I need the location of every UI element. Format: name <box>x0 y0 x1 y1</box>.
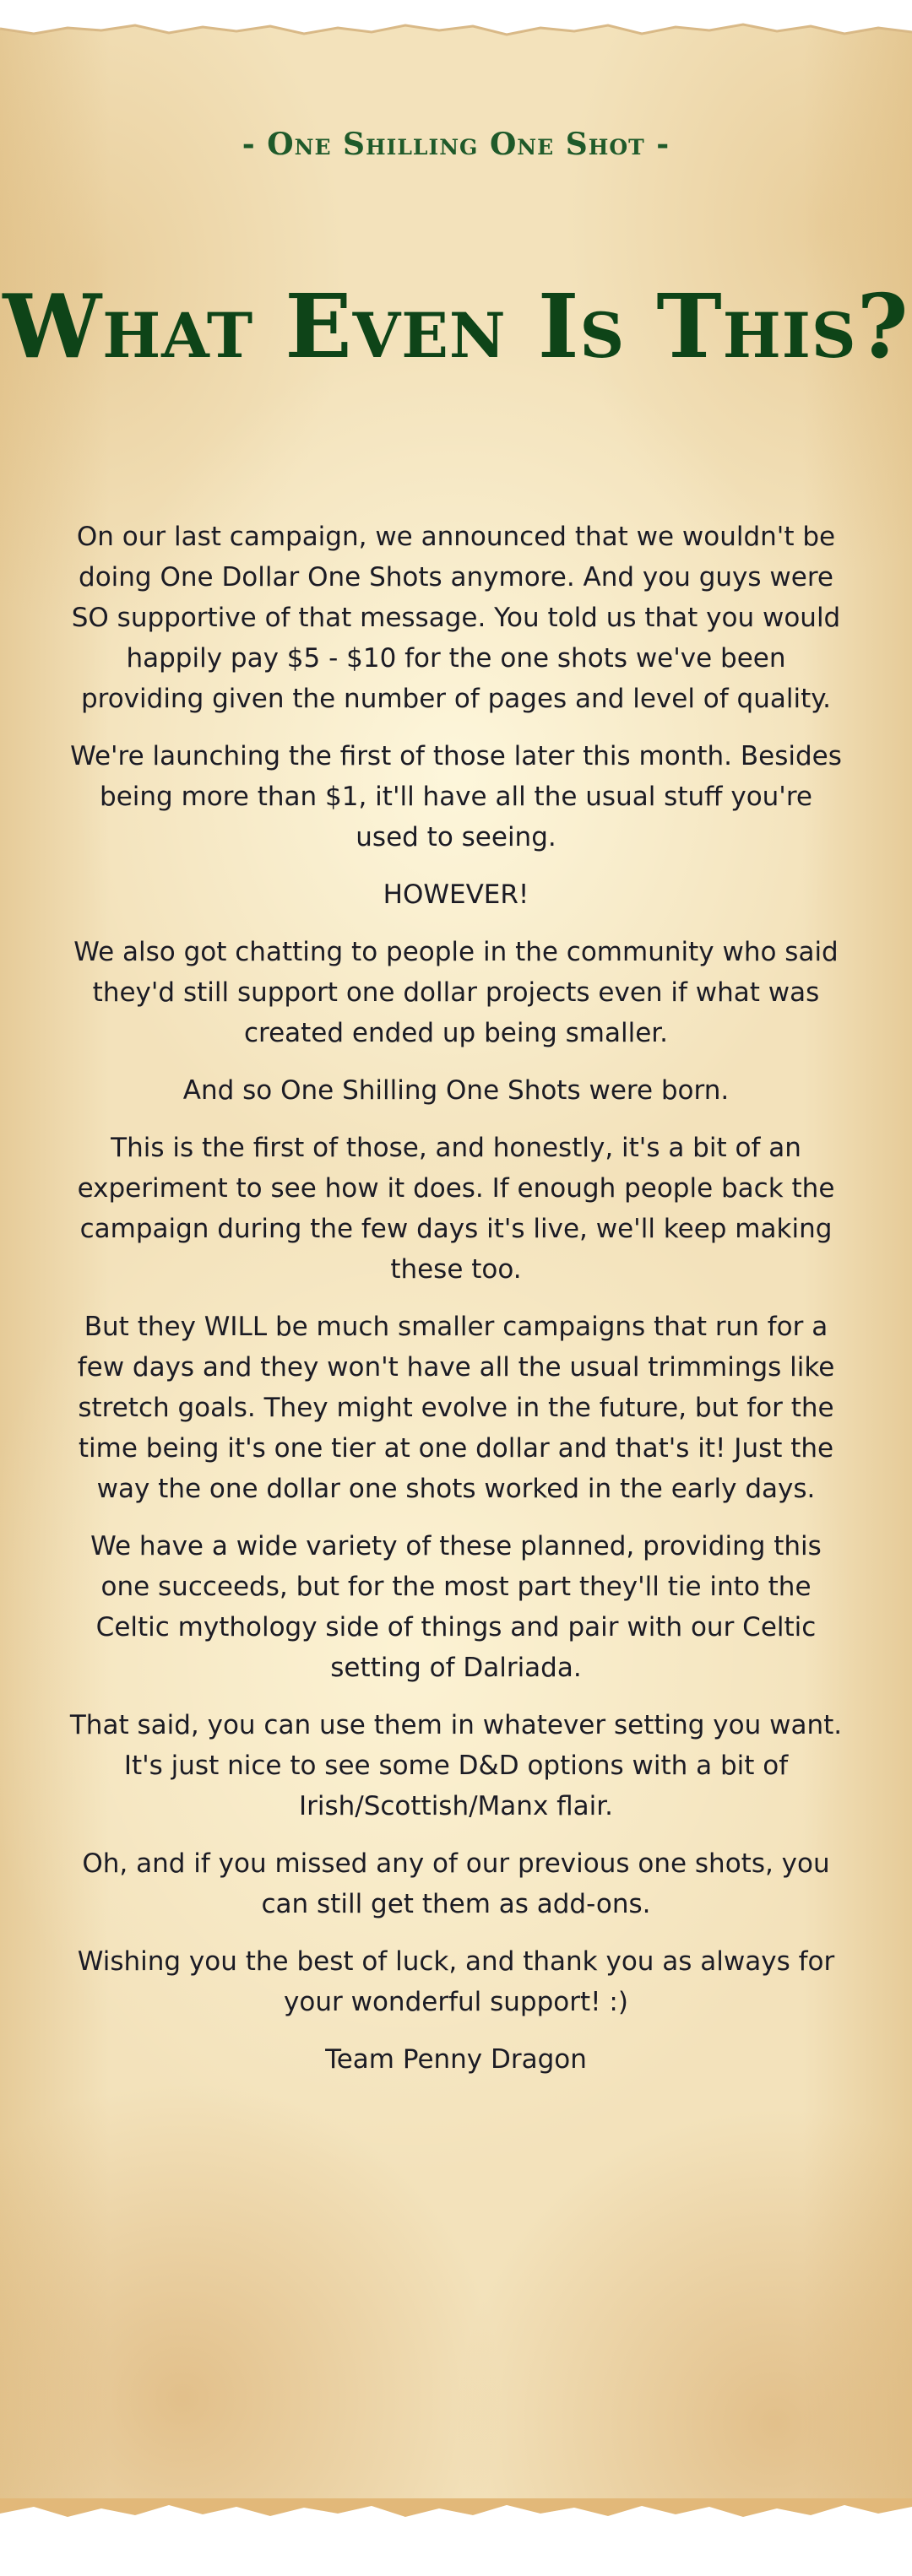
page-title: What Even Is This? <box>3 274 909 378</box>
paragraph: Wishing you the best of luck, and thank you as always for your wonderful support! :) <box>77 1946 835 2017</box>
paragraph: On our last campaign, we announced that we wouldn't be doing One Dollar One Shots anymore. And you guys were SO supportive of that message. You told us that you would happily pay $5 - $10 for the one shots we've been providing given the number of pages and level of quality. <box>71 522 841 714</box>
paragraph: We're launching the first of those later this month. Besides being more than $1, it'll have all the usual stuff you're used to seeing. <box>70 741 842 852</box>
paragraph: HOWEVER! <box>383 879 529 910</box>
paragraph: But they WILL be much smaller campaigns that run for a few days and they won't have all the usual trimmings like stretch goals. They might evolve in the future, but for the time being it's one tier at one dollar and that's it! Just the way the one dollar one shots worked in the early days. <box>77 1312 835 1504</box>
paragraph: We also got chatting to people in the community who said they'd still support one dollar projects even if what was created ended up being smaller. <box>73 937 839 1048</box>
paragraph: That said, you can use them in whatever setting you want. It's just nice to see some D&D options with a bit of Irish/Scottish/Manx flair. <box>69 1710 843 1821</box>
signature: Team Penny Dragon <box>325 2044 587 2075</box>
paragraph: Oh, and if you missed any of our previous one shots, you can still get them as add-ons. <box>82 1848 830 1919</box>
torn-edge-top <box>0 0 912 51</box>
paragraph: We have a wide variety of these planned, providing this one succeeds, but for the most part they'll tie into the Celtic mythology side of things and pair with our Celtic setting of Dalriada. <box>90 1531 822 1683</box>
paragraph: This is the first of those, and honestly, it's a bit of an experiment to see how it does. If enough people back the campaign during the few days it's live, we'll keep making these too. <box>77 1133 835 1285</box>
torn-edge-bottom <box>0 2498 912 2576</box>
body-text <box>68 517 844 2097</box>
paragraph: And so One Shilling One Shots were born. <box>182 1075 730 1106</box>
subtitle: - One Shilling One Shot - <box>242 127 670 162</box>
